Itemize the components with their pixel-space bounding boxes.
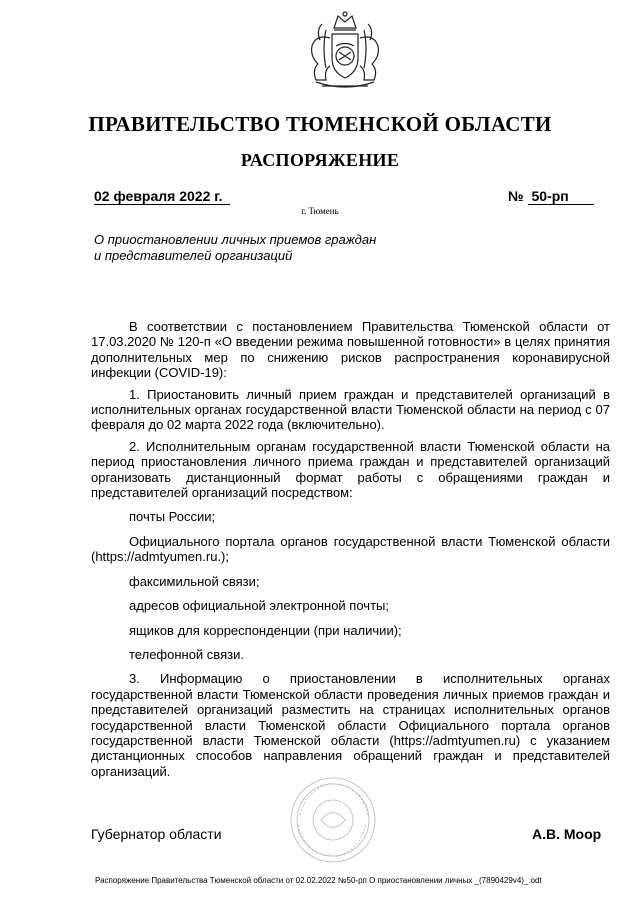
channel-item: Официального портала органов государственной власти Тюменской области (https://admtyumen.ru.); xyxy=(91,533,610,565)
item-3-paragraph: 3. Информацию о приостановлении в исполнительных органах государственной власти Тюменской области проведения личных приемов граждан и представителей организаций разместить на страницах исполнительных органов государственной власти Тюменской области Официального портала органов государственной власти Тюменской области (https://admtyumen.ru) с указанием дистанционных способов направления обращений граждан и представителей организаций. xyxy=(91,671,610,779)
channel-item: адресов официальной электронной почты; xyxy=(129,598,389,614)
signer-title: Губернатор области xyxy=(91,826,222,842)
preamble-paragraph: В соответствии с постановлением Правительства Тюменской области от 17.03.2020 № 120-п «О введении режима повышенной готовности» в целях принятия дополнительных мер по снижению рисков распространения коронавирусной инфекции (COVID-19): xyxy=(91,319,610,381)
channel-item: ящиков для корреспонденции (при наличии); xyxy=(129,622,402,638)
file-footer: Распоряжение Правительства Тюменской области от 02.02.2022 №50-рп О приостановлении личных _(7890429v4)_.odt xyxy=(95,876,542,885)
coat-of-arms-icon xyxy=(302,8,388,100)
channel-item: телефонной связи. xyxy=(129,646,244,662)
document-date: 02 февраля 2022 г. xyxy=(94,188,230,205)
document-number: 50-рп xyxy=(528,188,594,205)
document-city: г. Тюмень xyxy=(301,206,339,216)
document-type: РАСПОРЯЖЕНИЕ xyxy=(240,150,400,170)
item-1-paragraph: 1. Приостановить личный прием граждан и представителей организаций в исполнительных органах государственной власти Тюменской области на период с 07 февраля до 02 марта 2022 года (включительно). xyxy=(91,386,610,433)
channel-item: почты России; xyxy=(129,509,216,525)
government-title: ПРАВИТЕЛЬСТВО ТЮМЕНСКОЙ ОБЛАСТИ xyxy=(88,112,552,136)
document-number-block xyxy=(508,188,604,205)
signer-name: А.В. Моор xyxy=(532,826,602,842)
number-sign: № xyxy=(508,188,524,204)
seal-icon xyxy=(288,775,378,865)
document-subject: О приостановлении личных приемов граждан и представителей организаций xyxy=(94,232,377,263)
channel-item: факсимильной связи; xyxy=(129,573,260,589)
document-body xyxy=(91,319,610,779)
item-2-paragraph: 2. Исполнительным органам государственной власти Тюменской области на период приостановления личного приема граждан и представителей организаций организовать дистанционный формат работы с обращениями граждан и представителей организаций посредством: xyxy=(91,438,610,501)
